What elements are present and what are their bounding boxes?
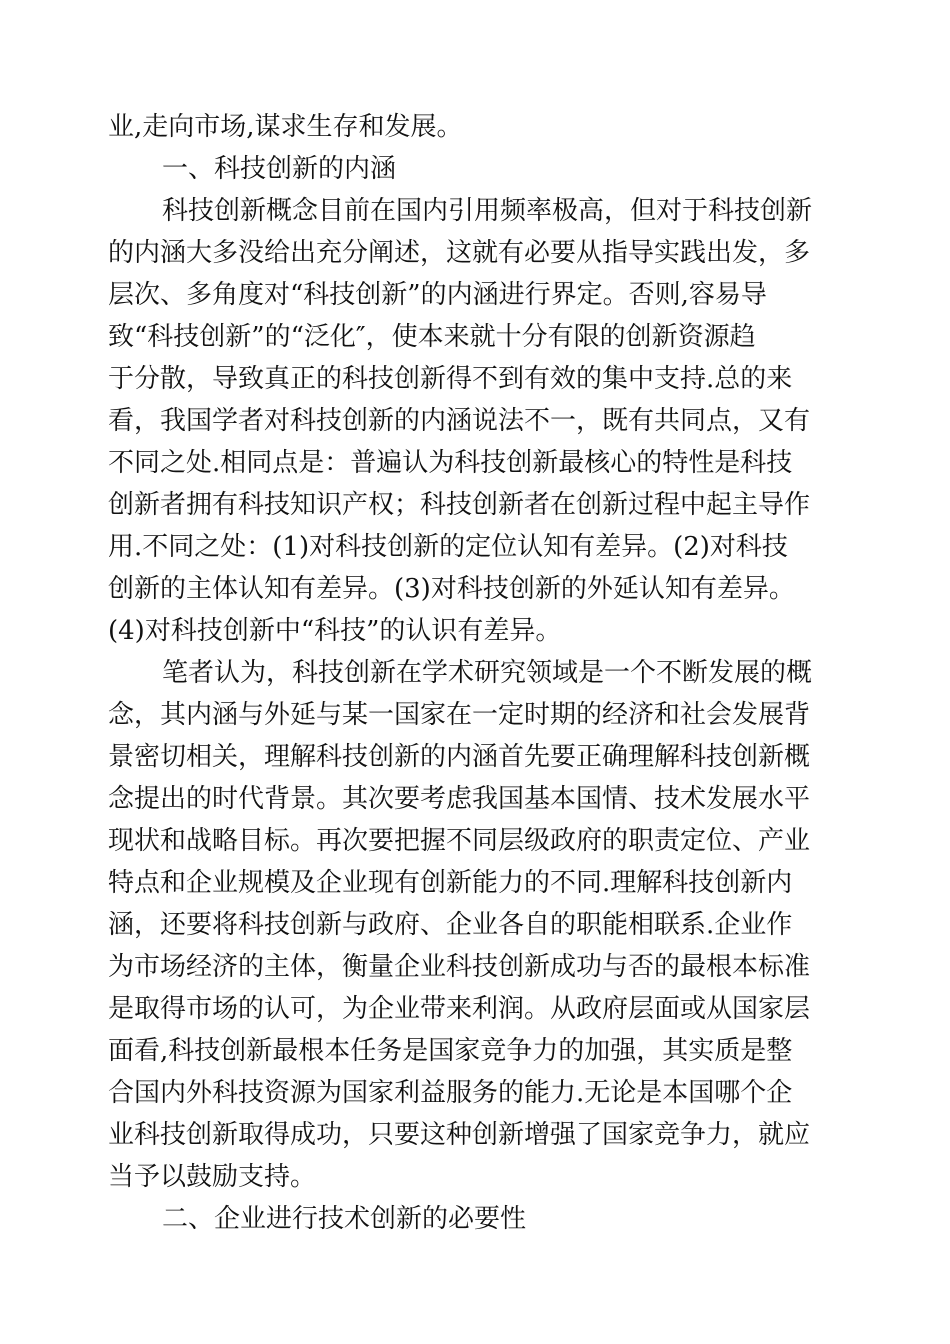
- text-line: 是取得市场的认可，为企业带来利润。从政府层面或从国家层: [108, 994, 811, 1024]
- text-line: 层次、多角度对“科技创新”的内涵进行界定。否则,容易导: [108, 280, 767, 310]
- document-page: [108, 106, 848, 1240]
- text-line: 于分散，导致真正的科技创新得不到有效的集中支持.总的来: [108, 364, 793, 394]
- text-line: 现状和战略目标。再次要把握不同层级政府的职责定位、产业: [108, 826, 811, 856]
- text-line: 涵，还要将科技创新与政府、企业各自的职能相联系.企业作: [108, 910, 793, 940]
- text-line: 的内涵大多没给出充分阐述，这就有必要从指导实践出发，多: [108, 238, 811, 268]
- text-line: 致“科技创新”的“泛化″，使本来就十分有限的创新资源趋: [108, 322, 756, 352]
- text-line: 笔者认为，科技创新在学术研究领域是一个不断发展的概: [162, 658, 813, 688]
- text-line: 特点和企业规模及企业现有创新能力的不同.理解科技创新内: [108, 868, 793, 898]
- text-line: 科技创新概念目前在国内引用频率极高，但对于科技创新: [162, 196, 813, 226]
- text-line: 不同之处.相同点是：普遍认为科技创新最核心的特性是科技: [108, 448, 793, 478]
- text-line: 看，我国学者对科技创新的内涵说法不一，既有共同点，又有: [108, 406, 811, 436]
- text-line: 业,走向市场,谋求生存和发展。: [108, 112, 463, 142]
- text-line: 念提出的时代背景。其次要考虑我国基本国情、技术发展水平: [108, 784, 811, 814]
- text-line: 创新的主体认知有差异。(3)对科技创新的外延认知有差异。: [108, 574, 795, 604]
- text-line: 当予以鼓励支持。: [108, 1162, 317, 1192]
- text-line: 创新者拥有科技知识产权；科技创新者在创新过程中起主导作: [108, 490, 811, 520]
- text-line: 合国内外科技资源为国家利益服务的能力.无论是本国哪个企: [108, 1078, 793, 1108]
- text-line: 为市场经济的主体，衡量企业科技创新成功与否的最根本标准: [108, 952, 811, 982]
- section-heading: 二、企业进行技术创新的必要性: [162, 1204, 527, 1234]
- text-line: 业科技创新取得成功，只要这种创新增强了国家竞争力，就应: [108, 1120, 811, 1150]
- text-line: 面看,科技创新最根本任务是国家竞争力的加强，其实质是整: [108, 1036, 793, 1066]
- text-line: 景密切相关，理解科技创新的内涵首先要正确理解科技创新概: [108, 742, 811, 772]
- section-heading: 一、科技创新的内涵: [162, 154, 397, 184]
- text-line: 念，其内涵与外延与某一国家在一定时期的经济和社会发展背: [108, 700, 811, 730]
- text-line: 用.不同之处：(1)对科技创新的定位认知有差异。(2)对科技: [108, 532, 788, 562]
- text-line: (4)对科技创新中“科技”的认识有差异。: [108, 616, 562, 646]
